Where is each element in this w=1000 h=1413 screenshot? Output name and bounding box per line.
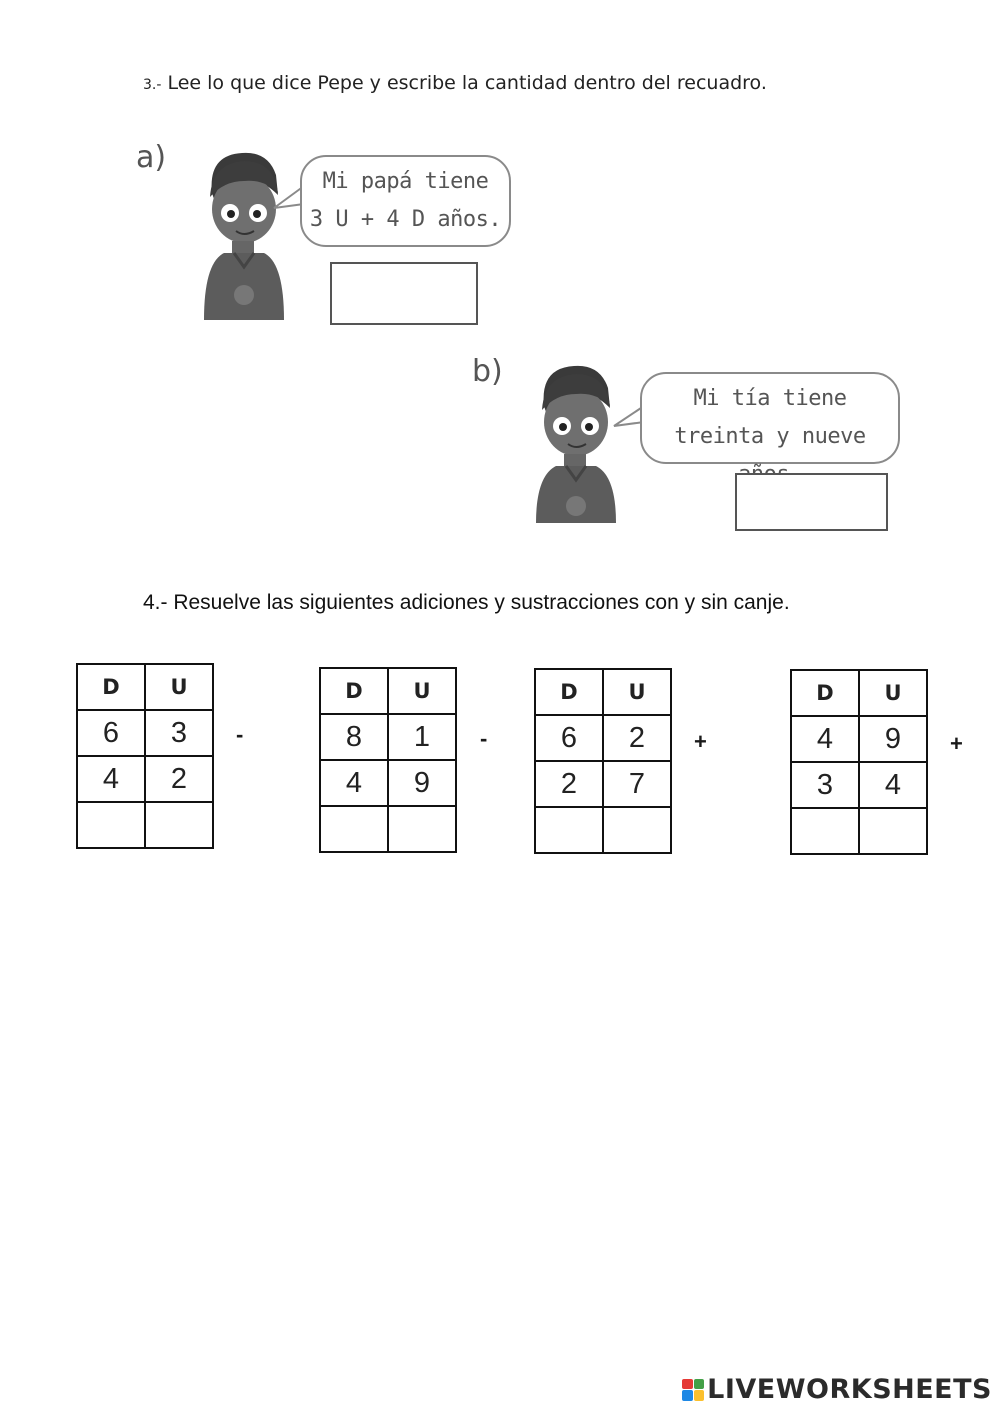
result-tens-cell[interactable] xyxy=(320,806,388,852)
question-3-number: 3.- xyxy=(143,77,162,93)
speech-bubble-b xyxy=(640,372,900,464)
result-units-cell[interactable] xyxy=(603,807,671,853)
result-units-input[interactable] xyxy=(861,811,925,851)
speech-bubble-a xyxy=(300,155,511,247)
units-header: U xyxy=(603,669,671,715)
question-3-text: Lee lo que dice Pepe y escribe la cantidad dentro del recuadro. xyxy=(167,72,767,94)
result-units-input[interactable] xyxy=(605,810,669,850)
bottom-units-digit: 7 xyxy=(603,761,671,807)
result-units-input[interactable] xyxy=(390,809,454,849)
answer-input-a[interactable] xyxy=(332,264,480,325)
answer-input-b[interactable] xyxy=(737,475,890,531)
logo-square-4 xyxy=(694,1390,705,1401)
units-header: U xyxy=(388,668,456,714)
operator-sign-2: - xyxy=(480,726,488,751)
operator-sign-4: + xyxy=(950,731,963,756)
tens-header: D xyxy=(77,664,145,710)
place-value-table-2 xyxy=(319,667,457,853)
result-tens-cell[interactable] xyxy=(791,808,859,854)
liveworksheets-logo-icon xyxy=(682,1379,704,1401)
tens-header: D xyxy=(320,668,388,714)
top-units-digit: 9 xyxy=(859,716,927,762)
exercise-a-letter: a) xyxy=(136,140,167,175)
result-tens-cell[interactable] xyxy=(77,802,145,848)
logo-square-2 xyxy=(694,1379,705,1390)
top-tens-digit: 4 xyxy=(791,716,859,762)
speech-bubble-a-line2: 3 U + 4 D años. xyxy=(309,207,502,232)
result-tens-input[interactable] xyxy=(322,809,386,849)
pepe-boy-illustration-a xyxy=(198,145,288,320)
speech-bubble-b-line1: Mi tía tiene xyxy=(693,386,847,411)
top-units-digit: 3 xyxy=(145,710,213,756)
result-tens-input[interactable] xyxy=(79,805,143,845)
result-units-input[interactable] xyxy=(147,805,211,845)
place-value-table-4 xyxy=(790,669,928,855)
answer-box-a[interactable] xyxy=(330,262,478,325)
bottom-tens-digit: 2 xyxy=(535,761,603,807)
top-tens-digit: 6 xyxy=(77,710,145,756)
speech-bubble-a-line1: Mi papá tiene xyxy=(322,169,489,194)
bottom-tens-digit: 3 xyxy=(791,762,859,808)
tens-header: D xyxy=(535,669,603,715)
question-4-instruction: 4.- Resuelve las siguientes adiciones y sustracciones con y sin canje. xyxy=(143,591,790,614)
units-header: U xyxy=(859,670,927,716)
result-units-cell[interactable] xyxy=(145,802,213,848)
bottom-tens-digit: 4 xyxy=(320,760,388,806)
bottom-tens-digit: 4 xyxy=(77,756,145,802)
liveworksheets-logo-text: LIVEWORKSHEETS xyxy=(707,1374,992,1405)
pepe-boy-illustration-b xyxy=(530,358,620,523)
speech-bubble-b-line2: treinta y nueve xyxy=(674,424,866,449)
result-tens-input[interactable] xyxy=(793,811,857,851)
exercise-b-letter: b) xyxy=(472,354,503,389)
place-value-table-3 xyxy=(534,668,672,854)
question-3-instruction xyxy=(143,72,767,94)
liveworksheets-logo xyxy=(682,1374,992,1405)
logo-square-3 xyxy=(682,1390,693,1401)
bottom-units-digit: 9 xyxy=(388,760,456,806)
bottom-units-digit: 4 xyxy=(859,762,927,808)
top-units-digit: 1 xyxy=(388,714,456,760)
result-units-cell[interactable] xyxy=(859,808,927,854)
result-tens-cell[interactable] xyxy=(535,807,603,853)
tens-header: D xyxy=(791,670,859,716)
operator-sign-3: + xyxy=(694,729,707,754)
place-value-table-1 xyxy=(76,663,214,849)
top-tens-digit: 6 xyxy=(535,715,603,761)
result-tens-input[interactable] xyxy=(537,810,601,850)
top-units-digit: 2 xyxy=(603,715,671,761)
operator-sign-1: - xyxy=(236,722,244,747)
bottom-units-digit: 2 xyxy=(145,756,213,802)
logo-square-1 xyxy=(682,1379,693,1390)
units-header: U xyxy=(145,664,213,710)
result-units-cell[interactable] xyxy=(388,806,456,852)
top-tens-digit: 8 xyxy=(320,714,388,760)
answer-box-b[interactable] xyxy=(735,473,888,531)
